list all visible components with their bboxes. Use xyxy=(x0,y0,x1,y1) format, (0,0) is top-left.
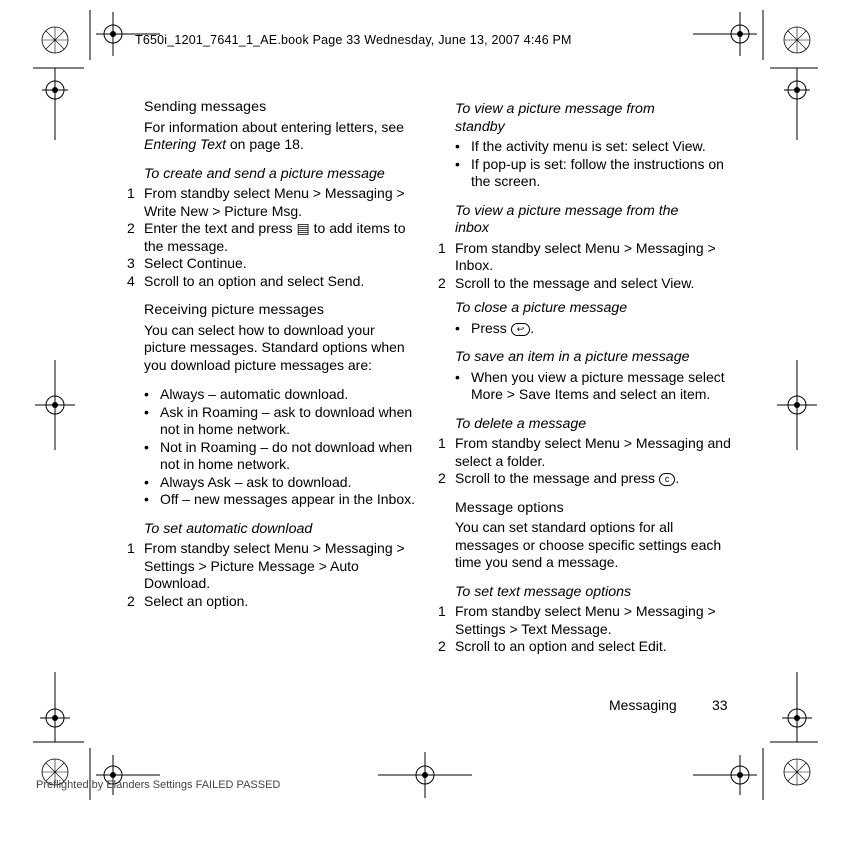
delete-message-heading: To delete a message xyxy=(455,415,587,432)
left-column xyxy=(127,99,417,610)
selection-key-icon: ▤ xyxy=(296,220,310,236)
list-item: • Always – automatic download. xyxy=(144,386,349,402)
clear-key-icon: c xyxy=(659,473,676,486)
step-item: 3 Select Continue. xyxy=(127,255,247,271)
list-item: • Not in Roaming – do not download when not in home network. xyxy=(144,438,413,472)
step-item: 2 Scroll to an option and select Edit. xyxy=(438,638,667,654)
receiving-picture-messages-heading: Receiving picture messages xyxy=(144,302,325,318)
step-item: 1 From standby select Menu > Messaging > Settings > Text Message. xyxy=(438,603,716,637)
preflight-slug: Preflighted by Elanders Settings FAILED PASSED xyxy=(36,779,281,791)
list-item: • Ask in Roaming – ask to download when not in home network. xyxy=(144,403,413,437)
view-from-inbox-heading: To view a picture message from the inbox xyxy=(455,202,679,236)
list-item: • When you view a picture message select More > Save Items and select an item. xyxy=(455,368,725,402)
message-options-heading: Message options xyxy=(455,499,564,516)
back-key-icon: ↩ xyxy=(511,323,531,336)
sending-messages-body: For information about entering letters, see Entering Text on page 18. xyxy=(144,118,404,152)
step-item: 2 Select an option. xyxy=(127,592,249,609)
footer-section-label: Messaging xyxy=(609,697,677,713)
list-item: • Off – new messages appear in the Inbox. xyxy=(144,491,416,507)
list-item: • If pop-up is set: follow the instructions on the screen. xyxy=(455,155,724,189)
automatic-download-heading: To set automatic download xyxy=(144,520,313,537)
message-options-body: You can set standard options for all messages or choose specific settings each time you send a message. xyxy=(455,519,722,570)
text-message-options-heading: To set text message options xyxy=(455,583,632,600)
step-item: 1 From standby select Menu > Messaging > Settings > Picture Message > Auto Download. xyxy=(127,540,405,591)
right-column xyxy=(438,101,738,656)
receiving-body: You can select how to download your picture messages. Standard options when you download picture messages are: xyxy=(144,321,405,373)
save-item-heading: To save an item in a picture message xyxy=(455,349,690,365)
sending-messages-heading: Sending messages xyxy=(144,99,267,115)
close-picture-message-heading: To close a picture message xyxy=(455,300,628,316)
entering-text-link[interactable]: Entering Text xyxy=(144,136,226,152)
step-item: 2 Scroll to the message and press c . xyxy=(438,470,680,486)
list-item: • Always Ask – ask to download. xyxy=(144,473,352,490)
step-item: 1 From standby select Menu > Messaging > Write New > Picture Msg. xyxy=(127,185,405,219)
step-item: 4 Scroll to an option and select Send. xyxy=(127,272,365,289)
list-item: • If the activity menu is set: select View. xyxy=(455,138,706,154)
create-picture-message-heading: To create and send a picture message xyxy=(144,165,385,182)
step-item: 1 From standby select Menu > Messaging and select a folder. xyxy=(438,435,731,469)
view-from-standby-heading: To view a picture message from standby xyxy=(455,101,655,135)
page-number: 33 xyxy=(712,697,728,713)
list-item: • Press ↩ . xyxy=(455,319,535,336)
step-item: 2 Enter the text and press ▤ to add items to the message. xyxy=(127,220,406,254)
step-item: 2 Scroll to the message and select View. xyxy=(438,274,695,291)
print-header: T650i_1201_7641_1_AE.book Page 33 Wednesday, June 13, 2007 4:46 PM xyxy=(135,33,572,47)
step-item: 1 From standby select Menu > Messaging > Inbox. xyxy=(438,239,716,273)
